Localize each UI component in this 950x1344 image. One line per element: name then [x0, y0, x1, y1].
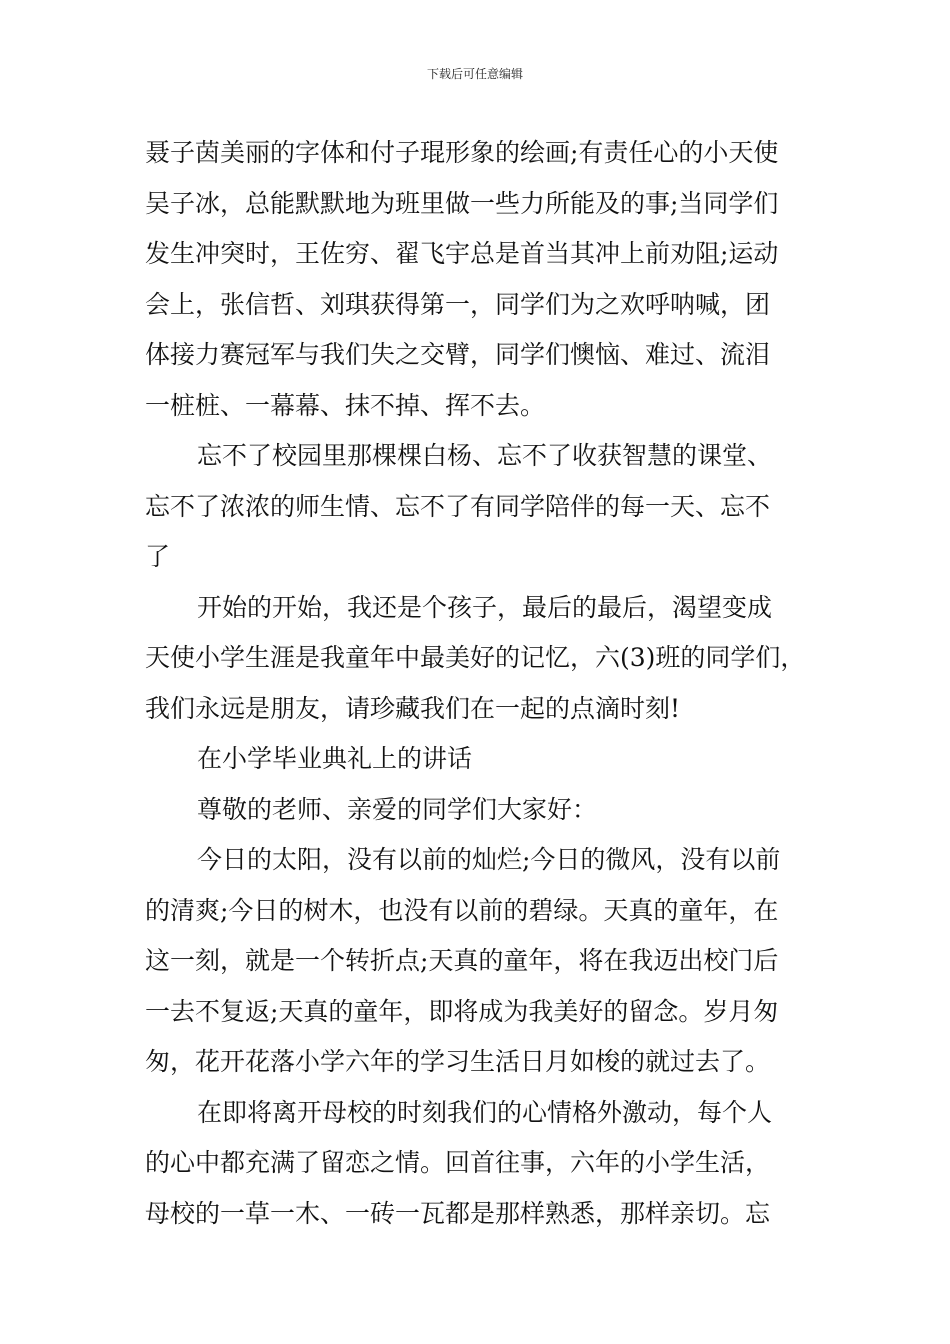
text-line: 母校的一草一木、一砖一瓦都是那样熟悉，那样亲切。忘	[145, 1198, 771, 1228]
document-body	[145, 128, 815, 1239]
salutation: 尊敬的老师、亲爱的同学们大家好：	[197, 794, 598, 824]
text-line: 忘不了浓浓的师生情、忘不了有同学陪伴的每一天、忘不	[145, 491, 771, 521]
speech-title: 在小学毕业典礼上的讲话	[197, 744, 473, 773]
paragraph-start-line: 开始的开始，我还是个孩子，最后的最后，渴望变成	[197, 592, 773, 622]
text-line: 天使小学生涯是我童年中最美好的记忆，六(3)班的同学们，	[145, 643, 806, 672]
text-line: 吴子冰，总能默默地为班里做一些力所能及的事;当同学们	[145, 188, 779, 218]
text-line: 体接力赛冠军与我们失之交臂，同学们懊恼、难过、流泪	[145, 340, 771, 369]
page-header: 下载后可任意编辑	[426, 67, 523, 81]
paragraph-start-line: 忘不了校园里那棵棵白杨、忘不了收获智慧的课堂、	[197, 441, 773, 470]
text-line: 的心中都充满了留恋之情。回首往事，六年的小学生活，	[145, 1148, 771, 1177]
text-line: 一桩桩、一幕幕、抹不掉、挥不去。	[145, 390, 546, 420]
text-line: 会上，张信哲、刘琪获得第一，同学们为之欢呼呐喊，团	[145, 289, 771, 319]
text-line: 匆，花开花落小学六年的学习生活日月如梭的就过去了。	[145, 1047, 771, 1076]
paragraph-start-line: 在即将离开母校的时刻我们的心情格外激动，每个人	[197, 1097, 773, 1127]
text-line: 的清爽;今日的树木，也没有以前的碧绿。天真的童年，在	[145, 895, 779, 925]
text-line: 我们永远是朋友，请珍藏我们在一起的点滴时刻!	[145, 693, 681, 723]
text-line: 这一刻，就是一个转折点;天真的童年，将在我迈出校门后	[145, 946, 779, 975]
paragraph-start-line: 今日的太阳，没有以前的灿烂;今日的微风，没有以前	[197, 845, 781, 874]
text-line: 聂子茵美丽的字体和付子琨形象的绘画;有责任心的小天使	[145, 138, 779, 167]
text-line: 一去不复返;天真的童年，即将成为我美好的留念。岁月匆	[145, 996, 779, 1026]
text-line: 发生冲突时，王佐穷、翟飞宇总是首当其冲上前劝阻;运动	[145, 239, 779, 268]
text-line: 了	[145, 542, 171, 571]
